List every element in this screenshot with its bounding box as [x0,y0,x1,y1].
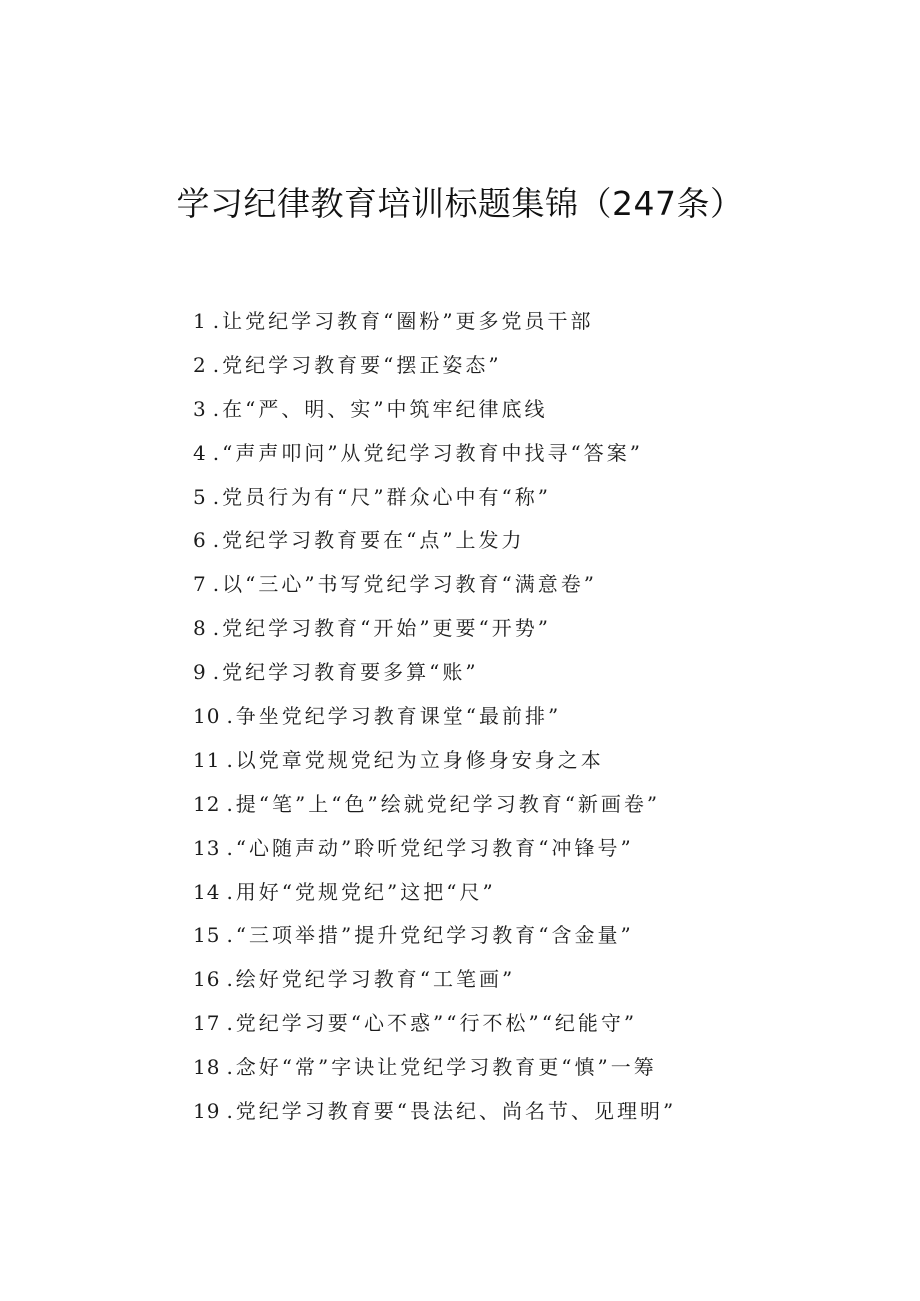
list-item [193,432,833,476]
list-item [193,871,833,915]
list-item [193,739,833,783]
item-number: 13 [193,835,221,860]
list-item [193,695,833,739]
item-text: .用好“党规党纪”这把“尺” [226,879,496,904]
item-text: .让党纪学习教育“圈粉”更多党员干部 [212,309,594,333]
item-text: .绘好党纪学习教育“工笔画” [226,967,516,992]
item-number: 2 [193,352,207,377]
list-item [193,476,833,520]
item-number: 6 [193,528,207,553]
item-number: 1 [193,309,207,333]
item-number: 3 [193,396,207,421]
item-text: .提“笔”上“色”绘就党纪学习教育“新画卷” [226,791,661,816]
item-number: 5 [193,484,207,509]
item-text: .念好“常”字诀让党纪学习教育更“慎”一筹 [226,1055,657,1080]
item-text: .以“三心”书写党纪学习教育“满意卷” [212,572,597,597]
item-number: 7 [193,572,207,597]
item-number: 17 [193,1011,221,1036]
item-number: 11 [193,747,221,772]
item-number: 9 [193,660,207,685]
item-number: 15 [193,923,221,948]
list-item [193,1046,833,1090]
item-text: .“三项举措”提升党纪学习教育“含金量” [226,923,634,948]
list-item [193,783,833,827]
list-item [193,651,833,695]
page-title: 学习纪律教育培训标题集锦（247条） [176,184,744,223]
item-text: .党纪学习教育要在“点”上发力 [212,528,525,553]
item-text: .在“严、明、实”中筑牢纪律底线 [212,396,548,421]
item-text: .党纪学习要“心不惑”“行不松”“纪能守” [226,1011,638,1036]
item-number: 14 [193,879,221,904]
list-item [193,344,833,388]
list-item [193,1002,833,1046]
item-number: 4 [193,440,207,465]
item-number: 16 [193,967,221,992]
item-text: .以党章党规党纪为立身修身安身之本 [226,747,604,772]
item-text: .“心随声动”聆听党纪学习教育“冲锋号” [226,835,634,860]
list-item [193,388,833,432]
item-text: .党纪学习教育要“摆正姿态” [212,352,502,377]
item-number: 18 [193,1055,221,1080]
item-text: .党纪学习教育“开始”更要“开势” [212,616,551,641]
headline-list [193,300,833,1134]
list-item [193,607,833,651]
item-number: 8 [193,616,207,641]
item-number: 19 [193,1099,221,1124]
list-item [193,563,833,607]
list-item [193,1090,833,1134]
item-number: 12 [193,791,221,816]
item-text: .争坐党纪学习教育课堂“最前排” [226,704,562,729]
item-text: .党纪学习教育要多算“账” [212,660,479,685]
item-number: 10 [193,704,221,729]
item-text: .党纪学习教育要“畏法纪、尚名节、见理明” [226,1099,677,1124]
list-item [193,519,833,563]
list-item [193,300,833,344]
list-item [193,914,833,958]
item-text: .党员行为有“尺”群众心中有“称” [212,484,551,509]
list-item [193,958,833,1002]
list-item [193,827,833,871]
item-text: .“声声叩问”从党纪学习教育中找寻“答案” [212,440,643,465]
